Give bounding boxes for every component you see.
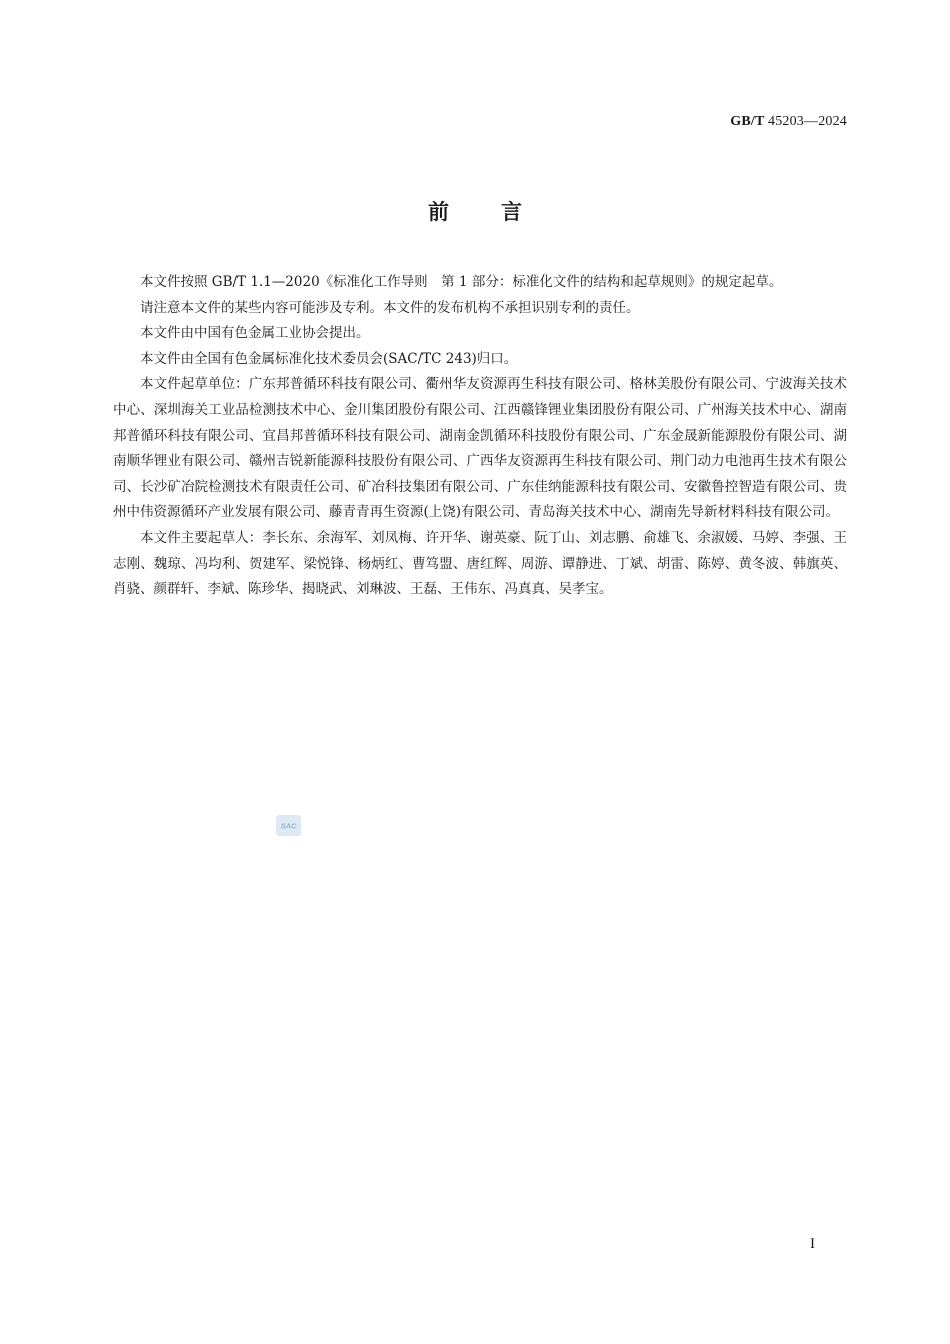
page-title: [0, 196, 950, 226]
standard-number: [730, 114, 847, 130]
sac-watermark-text: SAC: [280, 821, 297, 831]
paragraph-drafting-organizations: 本文件起草单位：广东邦普循环科技有限公司、衢州华友资源再生科技有限公司、格林美股份有限公司、宁波海关技术中心、深圳海关工业品检测技术中心、金川集团股份有限公司、江西赣锋锂业集团股份有限公司、广州海关技术中心、湖南邦普循环科技有限公司、宜昌邦普循环科技有限公司、湖南金凯循环科技股份有限公司、广东金晟新能源股份有限公司、湖南顺华锂业有限公司、赣州吉锐新能源科技股份有限公司、广西华友资源再生科技有限公司、荆门动力电池再生技术有限公司、长沙矿冶院检测技术有限责任公司、矿冶科技集团有限公司、广东佳纳能源科技有限公司、安徽鲁控智造有限公司、贵州中伟资源循环产业发展有限公司、藤青青再生资源(上饶)有限公司、青岛海关技术中心、湖南先导新材料科技有限公司。: [113, 376, 847, 521]
paragraph-under-jurisdiction: 本文件由全国有色金属标准化技术委员会(SAC/TC 243)归口。: [140, 350, 518, 367]
paragraph-main-drafters: 本文件主要起草人：李长东、余海军、刘凤梅、许开华、谢英豪、阮丁山、刘志鹏、俞雄飞、余淑媛、马婷、李强、王志刚、魏琼、冯均利、贺建军、梁悦锋、杨炳红、曹笃盟、唐红辉、周游、谭静进、丁斌、胡雷、陈婷、黄冬波、韩旗英、肖骁、颜群轩、李斌、陈珍华、揭晓武、刘琳波、王磊、王伟东、冯真真、吴孝宝。: [113, 529, 847, 598]
foreword-body: [113, 270, 847, 603]
paragraph-patent-notice: 请注意本文件的某些内容可能涉及专利。本文件的发布机构不承担识别专利的责任。: [140, 299, 640, 316]
standard-prefix: GB/T: [730, 114, 765, 129]
page-number: I: [810, 1236, 815, 1252]
paragraph-drafting-rules: 本文件按照 GB/T 1.1—2020《标准化工作导则 第 1 部分：标准化文件的结构和起草规则》的规定起草。: [140, 274, 783, 290]
standard-code: 45203—2024: [768, 114, 847, 129]
paragraph-proposed-by: 本文件由中国有色金属工业协会提出。: [140, 325, 370, 342]
title-char-1: 前: [428, 200, 449, 224]
sac-watermark-logo: [276, 815, 301, 836]
title-char-2: 言: [501, 200, 522, 224]
